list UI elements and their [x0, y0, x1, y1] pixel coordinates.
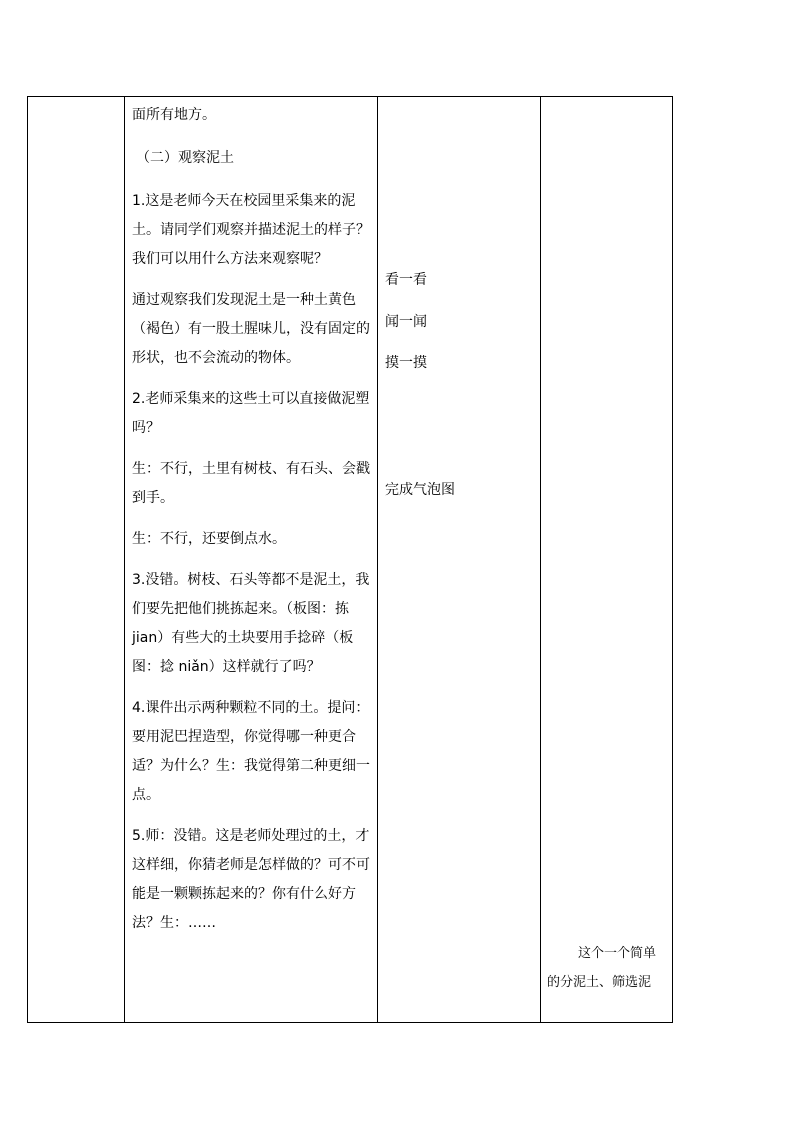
observation-summary-paragraph: 通过观察我们发现泥土是一种土黄色（褐色）有一股土腥味儿，没有固定的形状，也不会流动的物体。 — [132, 292, 370, 366]
student-activity-cell — [378, 97, 541, 1023]
teaching-process-text — [125, 97, 377, 1022]
student-answer-1: 生：不行，土里有树枝、有石头、会戳到手。 — [132, 461, 370, 506]
step-2-paragraph: 2.老师采集来的这些土可以直接做泥塑吗？ — [132, 391, 370, 436]
teaching-process-cell — [125, 97, 378, 1023]
table-row — [28, 97, 673, 1023]
activity-smell: 闻一闻 — [385, 314, 427, 330]
section-heading: （二）观察泥土 — [136, 150, 234, 166]
design-intent-cell — [541, 97, 673, 1023]
step-4-paragraph: 4.课件出示两种颗粒不同的土。提问：要用泥巴捏造型，你觉得哪一种更合适？为什么？生：我觉得第二种更细一点。 — [132, 700, 370, 803]
step-1-paragraph: 1.这是老师今天在校园里采集来的泥土。请同学们观察并描述泥土的样子？我们可以用什么方法来观察呢？ — [132, 193, 370, 267]
design-note-line-1: 这个一个简单 — [578, 946, 657, 961]
activity-bubble-map: 完成气泡图 — [385, 482, 455, 498]
design-note — [547, 939, 664, 997]
step-3-paragraph: 3.没错。树枝、石头等都不是泥土，我们要先把他们挑拣起来。（板图：拣 jian）有些大的土块要用手捻碎（板图：捻 niǎn）这样就行了吗？ — [132, 572, 370, 675]
design-note-line-2: 的分泥土、筛选泥 — [547, 975, 652, 990]
continuation-line: 面所有地方。 — [132, 107, 216, 123]
step-5-paragraph: 5.师：没错。这是老师处理过的土，才这样细，你猜老师是怎样做的？可不可能是一颗颗拣起来的？你有什么好方法？生：…… — [132, 828, 370, 931]
student-answer-2: 生：不行，还要倒点水。 — [132, 531, 286, 547]
lesson-plan-table — [27, 96, 673, 1023]
activity-look: 看一看 — [385, 272, 427, 288]
activity-touch: 摸一摸 — [385, 355, 427, 371]
blank-column-cell — [28, 97, 125, 1023]
